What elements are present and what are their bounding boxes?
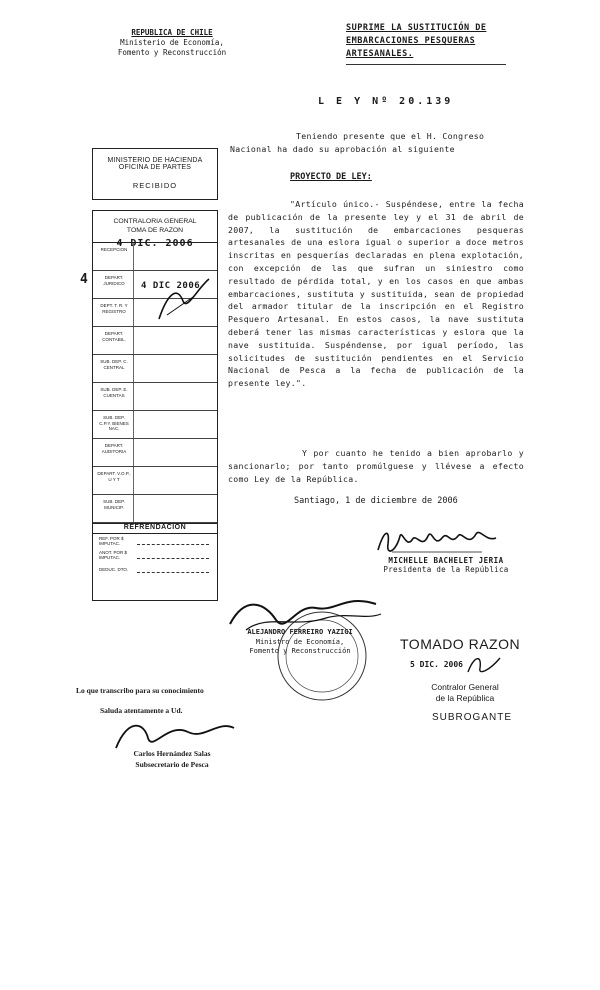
refrendacion-row-label: ANOT. POR $ IMPUTAC. — [99, 550, 128, 560]
stamp-contraloria-row — [93, 411, 217, 439]
stamp-initials — [153, 275, 213, 325]
subsecretario-role: Subsecretario de Pesca — [135, 760, 209, 769]
stamp-contraloria-head — [93, 211, 217, 249]
refrendacion-row-line — [137, 552, 209, 559]
subrogante-label: SUBROGANTE — [432, 712, 513, 723]
stamp-contraloria-row-label: SUB. DEP. C. CENTRAL — [100, 359, 128, 370]
stamp-contraloria-row — [93, 355, 217, 383]
stamp-contraloria-line1: CONTRALORIA GENERAL — [113, 218, 197, 225]
refrendacion-row-label: DEDUC. DTO. — [99, 566, 129, 572]
law-title: L E Y Nº 20.139 — [318, 96, 454, 107]
stamp-contraloria-row — [93, 467, 217, 495]
header-ministry-line1: Ministerio de Economía, — [120, 38, 224, 47]
stamp-contraloria-row-cell — [133, 383, 217, 410]
stamp-contraloria-row-label: DEPT. T. R. Y REGISTRO — [100, 303, 128, 314]
header-ministry-line2: Fomento y Reconstrucción — [117, 48, 227, 57]
signer-president-role: Presidenta de la República — [383, 565, 509, 574]
subject-line3: ARTESANALES. — [346, 49, 414, 59]
tomado-razon-initials — [464, 650, 504, 678]
refrendacion-row-line — [137, 538, 209, 545]
saluda-line: Saluda atentamente a Ud. — [100, 706, 183, 715]
stamp-ministerio-hacienda — [92, 148, 218, 200]
stamp-contraloria-row — [93, 439, 217, 467]
date-line: Santiago, 1 de diciembre de 2006 — [294, 496, 458, 506]
subject-line2: EMBARCACIONES PESQUERAS — [346, 36, 476, 46]
stamp-contraloria-date: 4 DIC. 2006 — [116, 238, 194, 249]
stamp-contraloria-row-label: SUB. DEP. MUNICIP. — [103, 499, 125, 510]
stamp-contraloria-row-label: DEPART. JURIDICO — [103, 275, 125, 286]
stamp-contraloria-row-label: RECEPCION — [100, 247, 128, 252]
signature-president — [372, 522, 502, 558]
closing-paragraph: Y por cuanto he tenido a bien aprobarlo y sancionarlo; por tanto promúlguese y llévese a efecto como Ley de la República. — [228, 448, 524, 484]
intro-paragraph: Teniendo presente que el H. Congreso Nacional ha dado su aprobación al siguiente — [230, 131, 485, 154]
stamp-contraloria-row-label: SUB. DEP. C.P.Y. BIENES NAC. — [99, 415, 129, 431]
subsecretario-name: Carlos Hernández Salas — [133, 749, 211, 758]
margin-mark-icon: 4 — [80, 272, 88, 287]
refrendacion-row — [93, 534, 217, 548]
stamp-contraloria-row — [93, 495, 217, 523]
tomado-razon-date: 5 DIC. 2006 — [410, 660, 463, 669]
stamp-contraloria-row-cell — [133, 439, 217, 466]
contralor-general — [410, 682, 520, 704]
stamp-ministerio-line1: MINISTERIO DE HACIENDA — [107, 157, 203, 164]
stamp-contraloria-row — [93, 327, 217, 355]
stamp-contraloria-row-label: SUB. DEP. E. CUENTAS — [100, 387, 128, 398]
contralor-line1: Contralor General — [431, 682, 499, 692]
contralor-line2: de la República — [435, 693, 495, 703]
stamp-contraloria-row — [93, 383, 217, 411]
tomado-razon-title: TOMADO RAZON — [400, 636, 521, 652]
header-republic: REPUBLICA DE CHILE — [131, 28, 213, 37]
stamp-row-date: 4 DIC 2006 — [141, 281, 201, 291]
stamp-contraloria-line2: TOMA DE RAZON — [126, 227, 184, 234]
signer-minister — [200, 628, 400, 657]
stamp-contraloria-row-label: DEPART. V.O.P., U Y T — [97, 471, 131, 482]
article-paragraph: "Artículo único.- Suspéndese, entre la fecha de publicación de la presente ley y el 31 de abril de 2007, la sustitución de embarcaciones pesqueras artesanales de una eslora igual o superior a doce metros inscritas en pesquerías declaradas en plena explotación, con excepción de las que sufran un siniestro como resultado de pérdida total, y en los casos en que ambas embarcaciones, sustituta y sustituida, sean de propiedad del armador titular de la inscripción en el Registro Pesquero Artesanal. En estos casos, la nave sustituta deberá tener las mismas características y eslora que la nave sustituida. Suspéndense, por igual período, las solicitudes de sustitución pendientes en el Servicio Nacional de Pesca a la fecha de publicación de la presente ley.". — [228, 199, 524, 389]
signer-subsecretario — [112, 748, 232, 770]
stamp-contraloria-row-cell — [133, 411, 217, 438]
stamp-refrendacion — [92, 522, 218, 601]
refrendacion-title: REFRENDACION — [93, 522, 217, 534]
proyecto-title: PROYECTO DE LEY: — [290, 172, 372, 182]
subject-divider — [346, 64, 506, 65]
stamp-contraloria-row-cell — [133, 495, 217, 522]
stamp-contraloria-row-cell — [133, 243, 217, 270]
stamp-contraloria-row-label: DEPART. CONTABIL. — [102, 331, 126, 342]
refrendacion-row — [93, 562, 217, 576]
stamp-ministerio-line3: RECIBIDO — [132, 181, 178, 190]
stamp-contraloria-row-cell — [133, 355, 217, 382]
signer-president-name: MICHELLE BACHELET JERIA — [388, 556, 504, 565]
stamp-contraloria-row-cell — [133, 467, 217, 494]
signer-minister-name: ALEJANDRO FERREIRO YAZIGI — [247, 628, 353, 636]
refrendacion-row-label: REF. POR $ IMPUTAC. — [99, 536, 124, 546]
refrendacion-row — [93, 548, 217, 562]
subject-line1: SUPRIME LA SUSTITUCIÓN DE — [346, 23, 487, 33]
transcribe-line: Lo que transcribo para su conocimiento — [76, 686, 204, 695]
stamp-contraloria — [92, 210, 218, 524]
refrendacion-row-line — [137, 566, 209, 573]
stamp-contraloria-row-label: DEPART. AUDITORIA — [101, 443, 127, 454]
header-subject — [346, 22, 546, 61]
stamp-ministerio-line2: OFICINA DE PARTES — [118, 164, 192, 171]
stamp-contraloria-row — [93, 243, 217, 271]
signer-minister-role2: Fomento y Reconstrucción — [249, 647, 351, 655]
stamp-contraloria-row-cell — [133, 327, 217, 354]
signer-minister-role1: Ministro de Economía, — [255, 637, 345, 646]
signer-president — [356, 556, 536, 574]
header-ministry — [92, 28, 252, 58]
